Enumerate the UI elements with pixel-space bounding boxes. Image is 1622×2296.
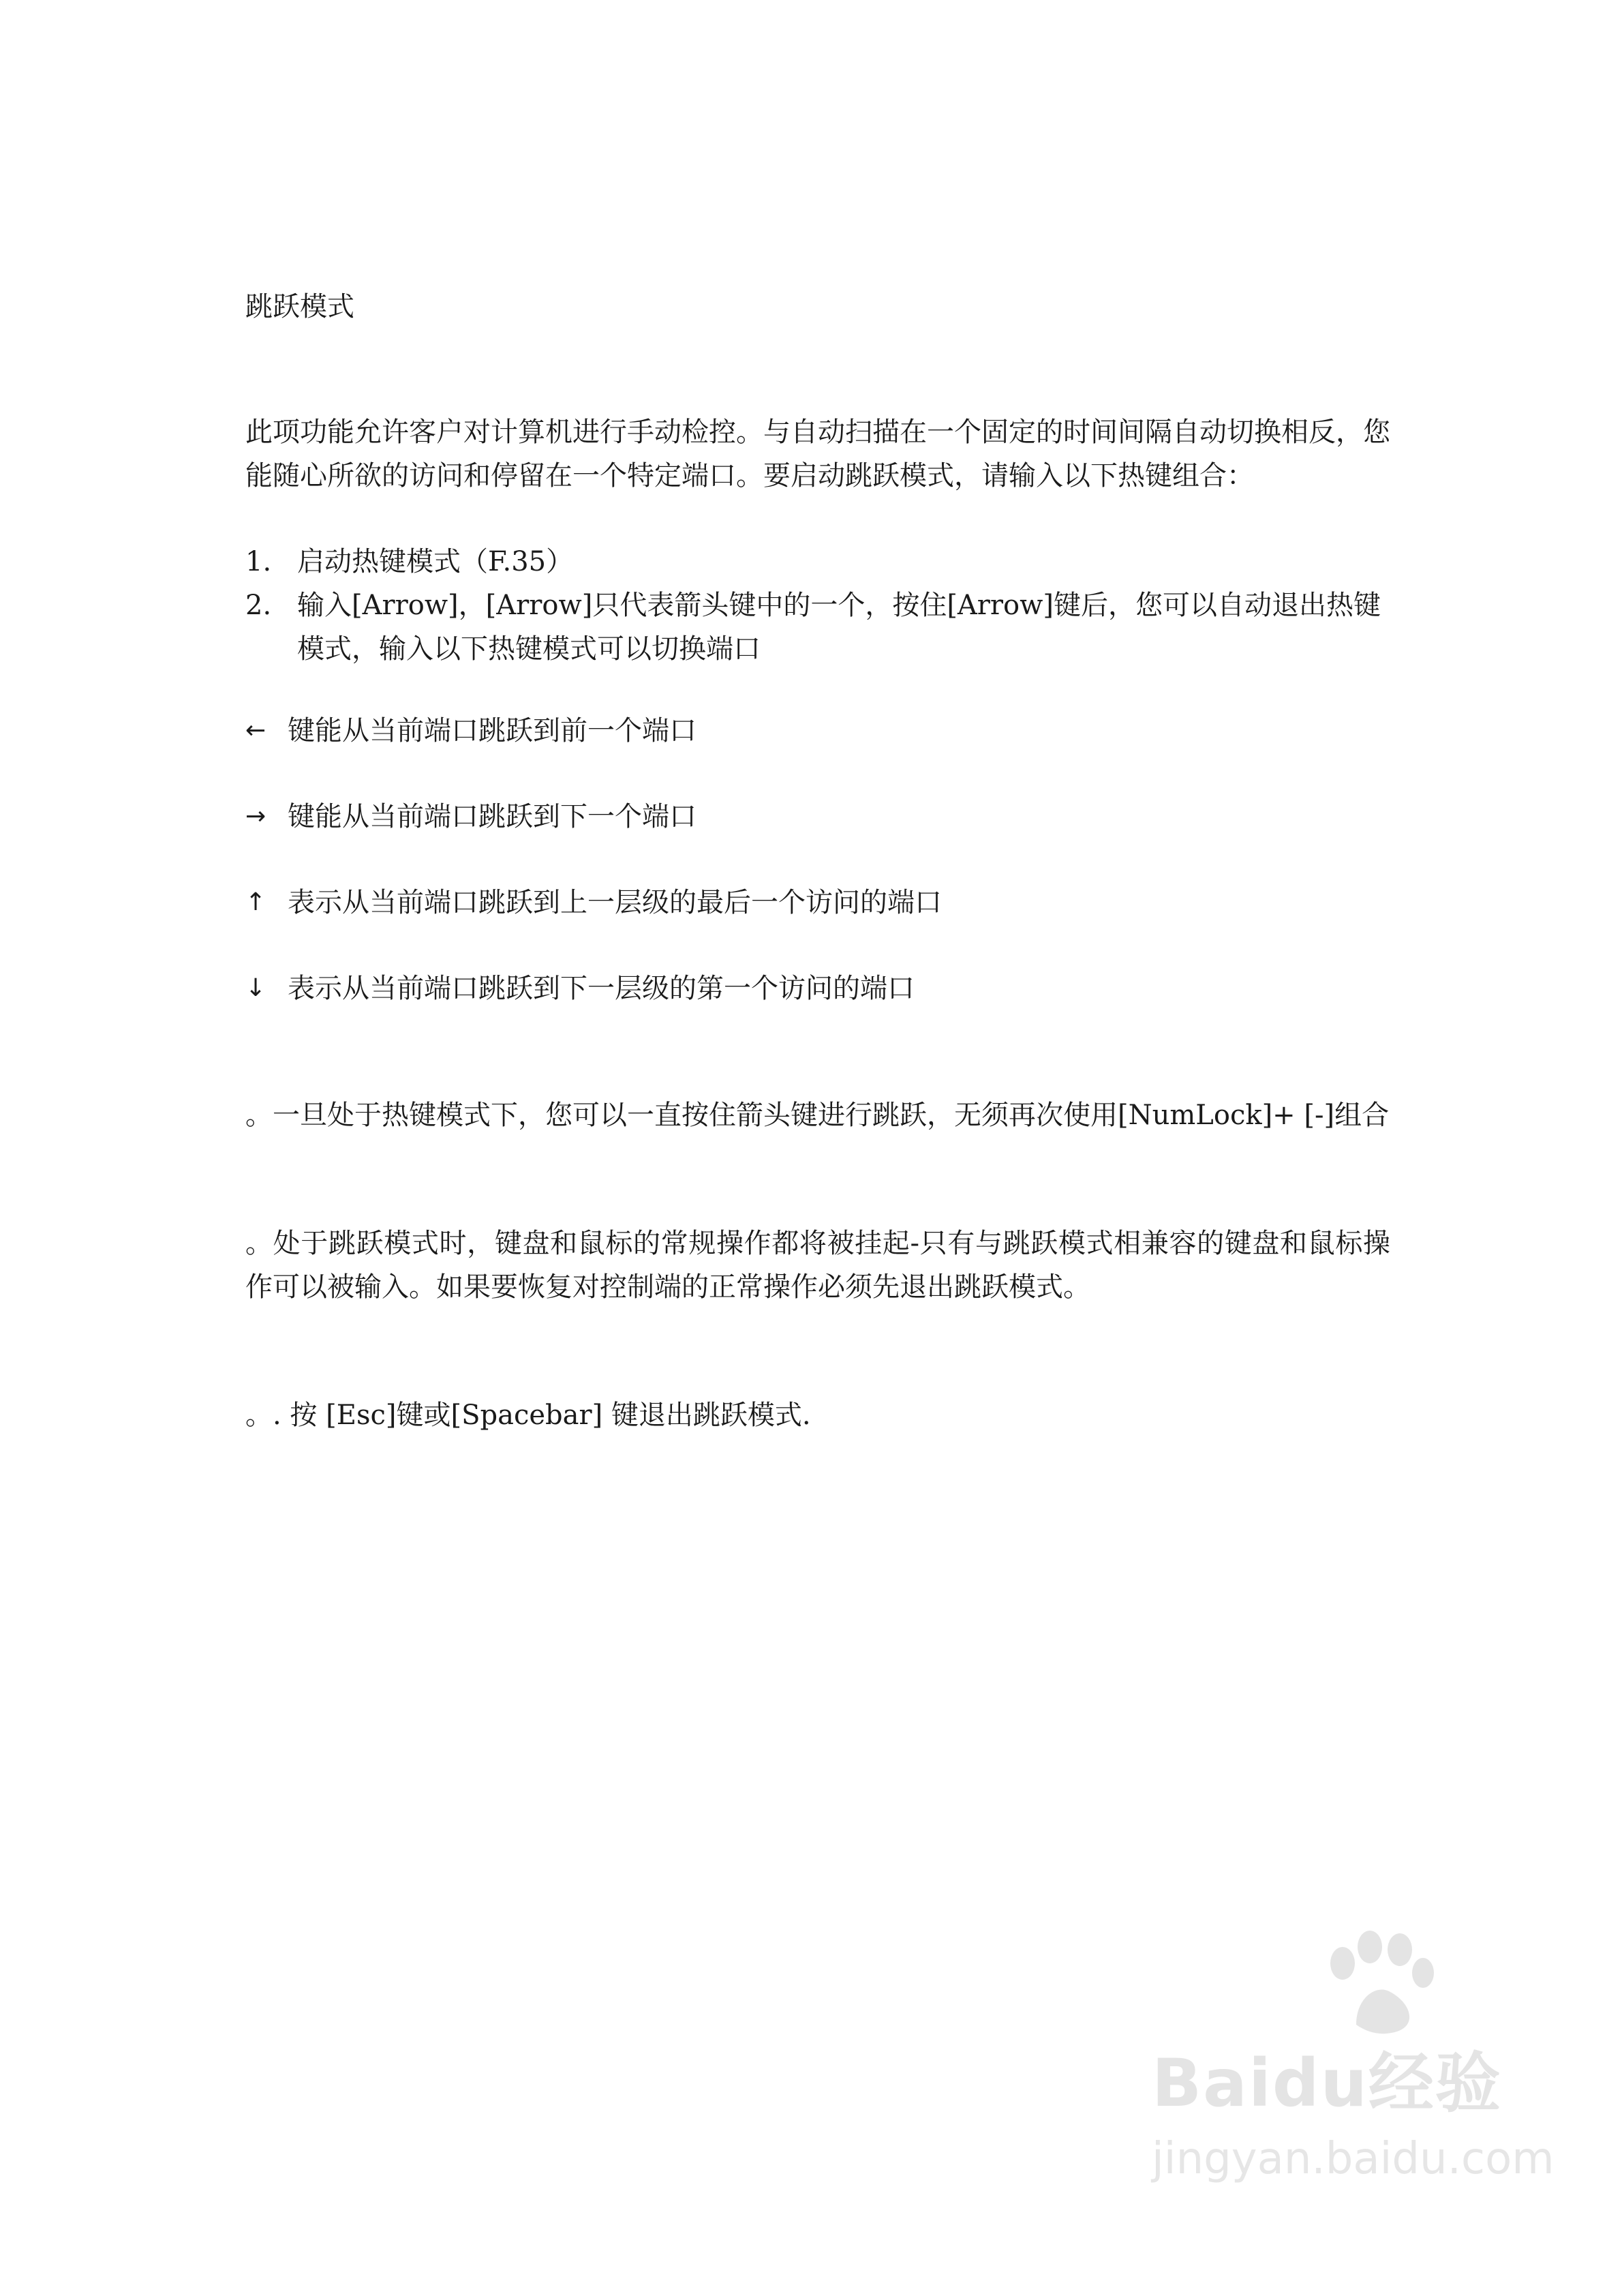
arrow-up-icon: ↑ [245,888,266,916]
note-paragraph: 。一旦处于热键模式下，您可以一直按住箭头键进行跳跃，无须再次使用[NumLock]+ [-]组合 [245,1100,1390,1131]
list-number: 2. [245,590,272,621]
list-number: 1. [245,546,272,577]
arrow-right-icon: → [245,802,266,830]
intro-paragraph: 此项功能允许客户对计算机进行手动检控。与自动扫描在一个固定的时间间隔自动切换相反，您能随心所欲的访问和停留在一个特定端口。要启动跳跃模式，请输入以下热键组合： [245,417,1390,492]
watermark [1152,1929,1555,2202]
steps-list [245,540,1390,671]
list-text: 启动热键模式（F.35） [297,546,574,577]
arrow-left-icon: ← [245,716,266,744]
arrow-down-icon: ↓ [245,974,266,1002]
arrow-left-text: 键能从当前端口跳跃到前一个端口 [288,715,697,746]
arrow-left-row [245,709,1390,753]
arrow-right-row [245,795,1390,839]
section-title: 跳跃模式 [245,291,354,322]
arrow-right-text: 键能从当前端口跳跃到下一个端口 [288,801,697,832]
arrow-down-row [245,967,1390,1010]
list-item [245,540,1390,584]
arrow-up-row [245,881,1390,924]
paw-icon [1315,1929,1438,2038]
list-item [245,584,1390,671]
watermark-url: jingyan.baidu.com [1152,2134,1555,2184]
arrow-up-text: 表示从当前端口跳跃到上一层级的最后一个访问的端口 [288,887,942,918]
list-text: 输入[Arrow]，[Arrow]只代表箭头键中的一个，按住[Arrow]键后，您可以自动退出热键模式，输入以下热键模式可以切换端口 [297,590,1381,665]
arrow-down-text: 表示从当前端口跳跃到下一层级的第一个访问的端口 [288,973,915,1004]
note-paragraph: 。处于跳跃模式时，键盘和鼠标的常规操作都将被挂起-只有与跳跃模式相兼容的键盘和鼠标操作可以被输入。如果要恢复对控制端的正常操作必须先退出跳跃模式。 [245,1228,1390,1303]
watermark-brand: Baidu经验 [1152,2045,1502,2121]
note-paragraph: 。. 按 [Esc]键或[Spacebar] 键退出跳跃模式. [245,1400,811,1431]
